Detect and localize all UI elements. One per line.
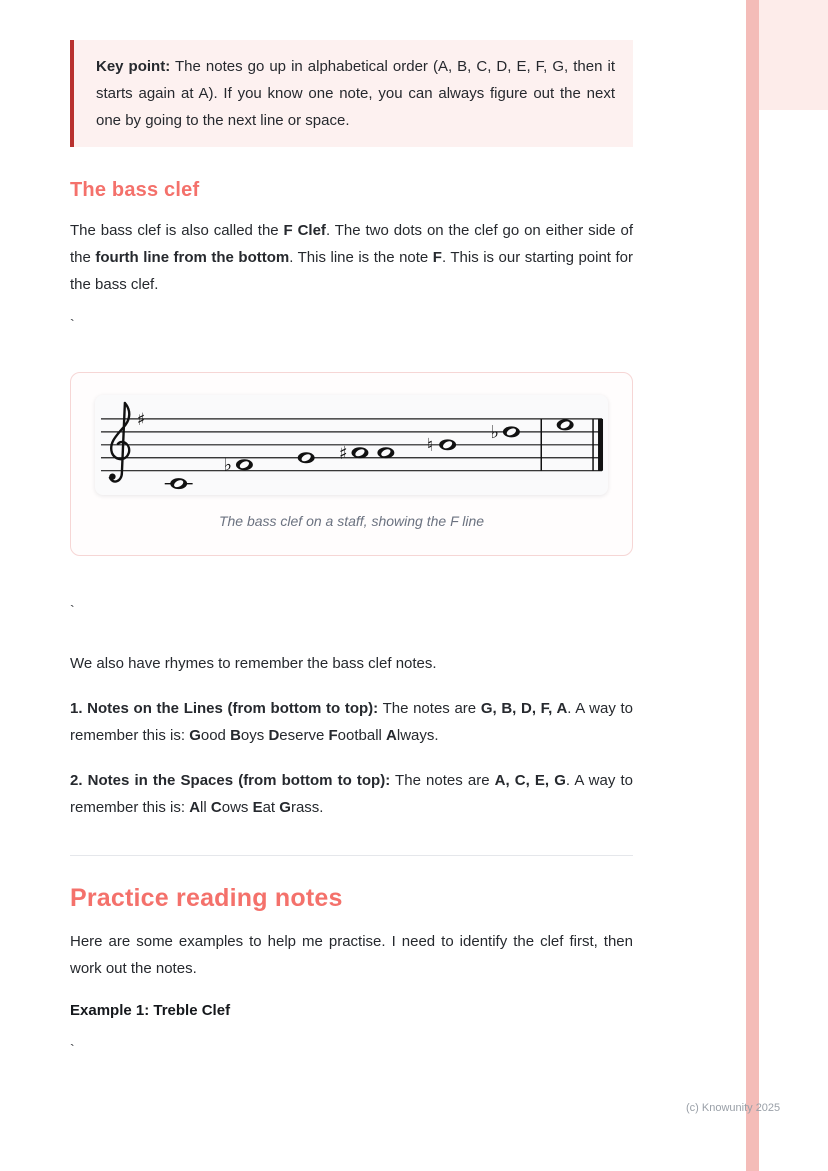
rhymes-point-spaces: 2. Notes in the Spaces (from bottom to top): The notes are A, C, E, G. A way to remember this is: All Cows Eat Grass. <box>70 771 633 816</box>
right-accent-stripe <box>746 0 759 1171</box>
svg-text:♯: ♯ <box>136 408 146 429</box>
section-divider <box>70 855 633 856</box>
document-content <box>70 0 633 1061</box>
svg-text:♭: ♭ <box>490 421 499 443</box>
stray-tick-2: ` <box>70 601 75 618</box>
stray-tick-3: ` <box>70 1040 75 1057</box>
staff-svg <box>95 395 608 495</box>
watermark: (c) Knowunity 2025 <box>686 1102 781 1114</box>
practice-paragraph: Here are some examples to help me practise. I need to identify the clef first, then work out the notes. <box>70 932 633 977</box>
bass-clef-paragraph: The bass clef is also called the F Clef. The two dots on the clef go on either side of the fourth line from the bottom. This line is the note F. This is our starting point for the bass clef. <box>70 222 634 293</box>
svg-text:♯: ♯ <box>339 442 348 464</box>
stray-tick-1: ` <box>70 316 75 332</box>
example-1-label: Example 1: Treble Clef <box>70 1001 231 1019</box>
figure-caption: The bass clef on a staff, showing the F line <box>218 512 485 529</box>
keypoint-callout <box>70 40 633 147</box>
rhymes-point-lines: 1. Notes on the Lines (from bottom to top): The notes are G, B, D, F, A. A way to remember this is: Good Boys Deserve Football Always. <box>70 699 633 744</box>
heading-bass-clef: The bass clef <box>70 179 200 201</box>
svg-text:♭: ♭ <box>223 454 232 476</box>
figure-card <box>70 372 633 556</box>
heading-practice-reading-notes: Practice reading notes <box>70 883 343 912</box>
right-accent-light-block <box>759 0 828 110</box>
music-staff-figure <box>95 395 608 495</box>
keypoint-text: Key point: The notes go up in alphabetical order (A, B, C, D, E, F, G, then it starts again at A). If you know one note, you can always figure out the next one by going to the next line or space. <box>96 58 615 129</box>
rhymes-intro: We also have rhymes to remember the bass clef notes. <box>70 654 437 672</box>
svg-text:♮: ♮ <box>426 434 434 456</box>
